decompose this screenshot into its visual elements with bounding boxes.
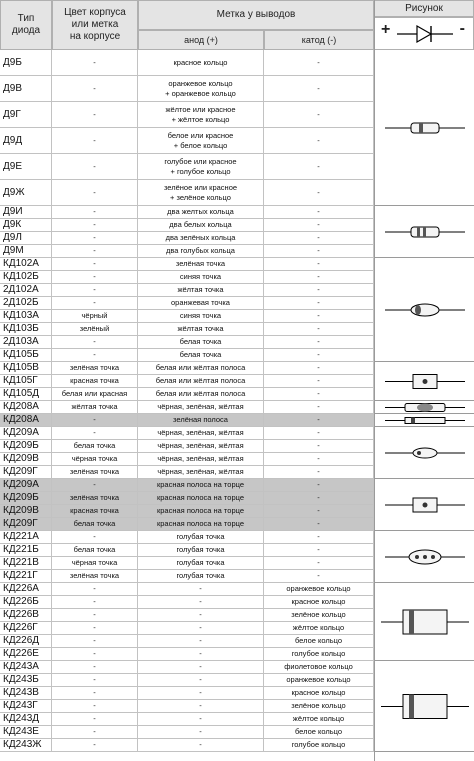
cell-anode: красная полоса на торце	[138, 505, 264, 518]
cell-type: КД208А	[0, 414, 52, 427]
cell-body: -	[52, 414, 138, 427]
cell-body: чёрная точка	[52, 453, 138, 466]
cell-body: -	[52, 180, 138, 206]
cell-anode: зелёное или красное + зелёное кольцо	[138, 180, 264, 206]
cell-body: -	[52, 102, 138, 128]
header-figure: Рисунок	[374, 0, 474, 17]
cell-cathode: -	[264, 284, 374, 297]
cell-body: -	[52, 336, 138, 349]
cell-anode: жёлтая точка	[138, 323, 264, 336]
cell-anode: -	[138, 700, 264, 713]
cell-body: -	[52, 596, 138, 609]
header-anode: анод (+)	[138, 30, 264, 50]
cell-body: чёрная точка	[52, 557, 138, 570]
cell-body: зелёная точка	[52, 570, 138, 583]
cell-type: КД209В	[0, 505, 52, 518]
cell-cathode: белое кольцо	[264, 635, 374, 648]
cell-body: красная точка	[52, 375, 138, 388]
cell-type: КД209Г	[0, 466, 52, 479]
cell-anode: голубая точка	[138, 531, 264, 544]
cell-anode: синяя точка	[138, 310, 264, 323]
cell-body: зелёная точка	[52, 466, 138, 479]
cell-cathode: -	[264, 128, 374, 154]
figure-cell	[375, 479, 474, 531]
cell-body: -	[52, 674, 138, 687]
cell-body: -	[52, 349, 138, 362]
cell-cathode: -	[264, 362, 374, 375]
cell-anode: голубая точка	[138, 557, 264, 570]
cell-anode: чёрная, зелёная, жёлтая	[138, 427, 264, 440]
cell-anode: -	[138, 622, 264, 635]
cell-body: белая точка	[52, 518, 138, 531]
cell-anode: голубое или красное + голубое кольцо	[138, 154, 264, 180]
cell-anode: белая или жёлтая полоса	[138, 362, 264, 375]
cell-cathode: -	[264, 154, 374, 180]
cell-cathode: -	[264, 557, 374, 570]
cell-body: -	[52, 635, 138, 648]
cell-cathode: -	[264, 76, 374, 102]
cell-cathode: -	[264, 518, 374, 531]
diode-cylinder-icon	[375, 661, 474, 752]
cell-cathode: -	[264, 388, 374, 401]
cell-anode: красное кольцо	[138, 50, 264, 76]
cell-anode: синяя точка	[138, 271, 264, 284]
figure-cell	[375, 583, 474, 661]
diode-tube-icon	[375, 401, 474, 414]
cell-type: Д9Д	[0, 128, 52, 154]
cell-anode: два белых кольца	[138, 219, 264, 232]
cell-body: -	[52, 128, 138, 154]
cell-anode: белая или жёлтая полоса	[138, 388, 264, 401]
diode-oval-dot-icon	[375, 531, 474, 583]
cell-type: КД243Б	[0, 674, 52, 687]
header-lead-marks: Метка у выводов	[138, 0, 374, 30]
cell-anode: -	[138, 713, 264, 726]
cell-cathode: -	[264, 505, 374, 518]
cell-type: КД221В	[0, 557, 52, 570]
cell-anode: -	[138, 635, 264, 648]
cell-anode: два голубых кольца	[138, 245, 264, 258]
cell-type: КД243А	[0, 661, 52, 674]
cell-cathode: зелёное кольцо	[264, 609, 374, 622]
cell-anode: оранжевая точка	[138, 297, 264, 310]
cell-type: КД226Б	[0, 596, 52, 609]
diode-square-dot-icon	[375, 362, 474, 401]
header-cathode: катод (-)	[264, 30, 374, 50]
figure-column	[374, 0, 474, 761]
cell-cathode: белое кольцо	[264, 726, 374, 739]
cell-anode: -	[138, 726, 264, 739]
cell-cathode: -	[264, 427, 374, 440]
cell-type: 2Д102А	[0, 284, 52, 297]
cell-cathode: -	[264, 531, 374, 544]
cell-cathode: -	[264, 297, 374, 310]
cell-anode: чёрная, зелёная, жёлтая	[138, 440, 264, 453]
cell-type: КД221Г	[0, 570, 52, 583]
cell-cathode: -	[264, 492, 374, 505]
cell-type: Д9Б	[0, 50, 52, 76]
cell-cathode: -	[264, 50, 374, 76]
cell-body: -	[52, 258, 138, 271]
cell-type: КД105Д	[0, 388, 52, 401]
cell-body: -	[52, 687, 138, 700]
cell-body: белая точка	[52, 544, 138, 557]
cell-cathode: жёлтое кольцо	[264, 622, 374, 635]
figure-cell	[375, 206, 474, 258]
cell-type: Д9Е	[0, 154, 52, 180]
cell-type: КД102Б	[0, 271, 52, 284]
diode-glass-banded-icon	[375, 206, 474, 258]
cell-cathode: -	[264, 401, 374, 414]
cell-type: КД209Б	[0, 440, 52, 453]
cell-body: -	[52, 245, 138, 258]
header-body-color: Цвет корпуса или метка на корпусе	[52, 0, 138, 50]
cell-cathode: -	[264, 310, 374, 323]
cell-type: 2Д103А	[0, 336, 52, 349]
cell-body: -	[52, 700, 138, 713]
cell-body: -	[52, 232, 138, 245]
cell-cathode: -	[264, 102, 374, 128]
cell-anode: красная полоса на торце	[138, 492, 264, 505]
cell-cathode: -	[264, 440, 374, 453]
cell-body: -	[52, 648, 138, 661]
cell-body: зелёная точка	[52, 362, 138, 375]
figure-cell	[375, 258, 474, 362]
cell-body: -	[52, 583, 138, 596]
figure-cell	[375, 531, 474, 583]
cell-body: -	[52, 726, 138, 739]
cell-type: КД103А	[0, 310, 52, 323]
cell-anode: -	[138, 596, 264, 609]
cell-cathode: -	[264, 245, 374, 258]
cell-body: -	[52, 297, 138, 310]
plus-sign: +	[381, 21, 391, 38]
diode-oval-small-icon	[375, 427, 474, 479]
cell-type: КД208А	[0, 401, 52, 414]
cell-body: -	[52, 427, 138, 440]
cell-cathode: -	[264, 206, 374, 219]
cell-anode: белая или жёлтая полоса	[138, 375, 264, 388]
cell-cathode: -	[264, 375, 374, 388]
cell-anode: красная полоса на торце	[138, 479, 264, 492]
cell-type: КД209А	[0, 479, 52, 492]
cell-body: -	[52, 284, 138, 297]
figure-cell	[375, 661, 474, 752]
cell-anode: -	[138, 609, 264, 622]
cell-anode: белое или красное + белое кольцо	[138, 128, 264, 154]
cell-type: КД243Е	[0, 726, 52, 739]
cell-type: КД221Б	[0, 544, 52, 557]
cell-anode: -	[138, 739, 264, 752]
diode-cylinder-icon	[375, 583, 474, 661]
cell-type: Д9Л	[0, 232, 52, 245]
cell-type: КД226В	[0, 609, 52, 622]
figure-cell	[375, 427, 474, 479]
cell-body: -	[52, 479, 138, 492]
cell-anode: оранжевое кольцо + оранжевое кольцо	[138, 76, 264, 102]
cell-cathode: голубое кольцо	[264, 648, 374, 661]
cell-body: красная точка	[52, 505, 138, 518]
cell-cathode: -	[264, 414, 374, 427]
cell-body: -	[52, 713, 138, 726]
cell-type: КД221А	[0, 531, 52, 544]
cell-type: КД105В	[0, 362, 52, 375]
cell-body: зелёная точка	[52, 492, 138, 505]
cell-type: Д9Ж	[0, 180, 52, 206]
cell-cathode: -	[264, 258, 374, 271]
cell-anode: два зелёных кольца	[138, 232, 264, 245]
cell-body: -	[52, 154, 138, 180]
cell-anode: зелёная полоса	[138, 414, 264, 427]
cell-cathode: -	[264, 271, 374, 284]
cell-type: КД209Г	[0, 518, 52, 531]
cell-body: чёрный	[52, 310, 138, 323]
diode-glass-body-icon	[375, 50, 474, 206]
cell-anode: чёрная, зелёная, жёлтая	[138, 466, 264, 479]
cell-type: КД209В	[0, 453, 52, 466]
cell-cathode: жёлтое кольцо	[264, 713, 374, 726]
cell-anode: чёрная, зелёная, жёлтая	[138, 453, 264, 466]
cell-anode: чёрная, зелёная, жёлтая	[138, 401, 264, 414]
header-type: Тип диода	[0, 0, 52, 50]
cell-type: КД209А	[0, 427, 52, 440]
minus-sign: -	[459, 20, 465, 37]
cell-type: КД105Б	[0, 349, 52, 362]
cell-type: КД105Г	[0, 375, 52, 388]
cell-type: КД102А	[0, 258, 52, 271]
cell-anode: -	[138, 674, 264, 687]
diode-square-dot-icon	[375, 479, 474, 531]
cell-anode: белая точка	[138, 336, 264, 349]
cell-cathode: оранжевое кольцо	[264, 583, 374, 596]
cell-anode: голубая точка	[138, 570, 264, 583]
cell-cathode: голубое кольцо	[264, 739, 374, 752]
cell-cathode: фиолетовое кольцо	[264, 661, 374, 674]
cell-cathode: -	[264, 570, 374, 583]
cell-body: -	[52, 76, 138, 102]
cell-type: КД103Б	[0, 323, 52, 336]
cell-body: -	[52, 531, 138, 544]
cell-body: -	[52, 661, 138, 674]
cell-body: -	[52, 271, 138, 284]
cell-type: КД226Е	[0, 648, 52, 661]
cell-anode: белая точка	[138, 349, 264, 362]
figure-cell	[375, 401, 474, 414]
cell-anode: красная полоса на торце	[138, 518, 264, 531]
cell-body: зелёный	[52, 323, 138, 336]
cell-type: Д9Г	[0, 102, 52, 128]
cell-anode: жёлтая точка	[138, 284, 264, 297]
diode-band-icon	[375, 414, 474, 427]
cell-body: -	[52, 50, 138, 76]
cell-body: -	[52, 206, 138, 219]
cell-cathode: -	[264, 336, 374, 349]
cell-cathode: -	[264, 453, 374, 466]
figure-cell	[375, 50, 474, 206]
cell-type: КД243Г	[0, 700, 52, 713]
cell-type: КД226Г	[0, 622, 52, 635]
cell-cathode: -	[264, 349, 374, 362]
figure-cell	[375, 414, 474, 427]
cell-body: -	[52, 622, 138, 635]
cell-anode: -	[138, 583, 264, 596]
cell-cathode: -	[264, 232, 374, 245]
cell-body: белая или красная	[52, 388, 138, 401]
cell-type: КД226А	[0, 583, 52, 596]
cell-body: -	[52, 739, 138, 752]
cell-cathode: красное кольцо	[264, 596, 374, 609]
cell-type: КД243В	[0, 687, 52, 700]
cell-cathode: красное кольцо	[264, 687, 374, 700]
cell-type: 2Д102Б	[0, 297, 52, 310]
cell-anode: -	[138, 687, 264, 700]
cell-body: жёлтая точка	[52, 401, 138, 414]
cell-type: КД243Ж	[0, 739, 52, 752]
cell-cathode: зелёное кольцо	[264, 700, 374, 713]
cell-type: Д9К	[0, 219, 52, 232]
cell-type: КД226Д	[0, 635, 52, 648]
diode-oval-body-icon	[375, 258, 474, 362]
cell-cathode: -	[264, 323, 374, 336]
cell-cathode: -	[264, 479, 374, 492]
cell-body: -	[52, 609, 138, 622]
cell-cathode: -	[264, 219, 374, 232]
cell-cathode: оранжевое кольцо	[264, 674, 374, 687]
cell-anode: голубая точка	[138, 544, 264, 557]
cell-anode: два желтых кольца	[138, 206, 264, 219]
cell-type: Д9И	[0, 206, 52, 219]
cell-anode: -	[138, 648, 264, 661]
cell-cathode: -	[264, 180, 374, 206]
cell-anode: -	[138, 661, 264, 674]
cell-cathode: -	[264, 544, 374, 557]
cell-body: -	[52, 219, 138, 232]
cell-body: белая точка	[52, 440, 138, 453]
cell-type: КД209Б	[0, 492, 52, 505]
cell-type: Д9В	[0, 76, 52, 102]
cell-anode: жёлтое или красное + жёлтое кольцо	[138, 102, 264, 128]
cell-anode: зелёная точка	[138, 258, 264, 271]
cell-type: КД243Д	[0, 713, 52, 726]
figure-cell	[375, 362, 474, 401]
cell-type: Д9М	[0, 245, 52, 258]
cell-cathode: -	[264, 466, 374, 479]
